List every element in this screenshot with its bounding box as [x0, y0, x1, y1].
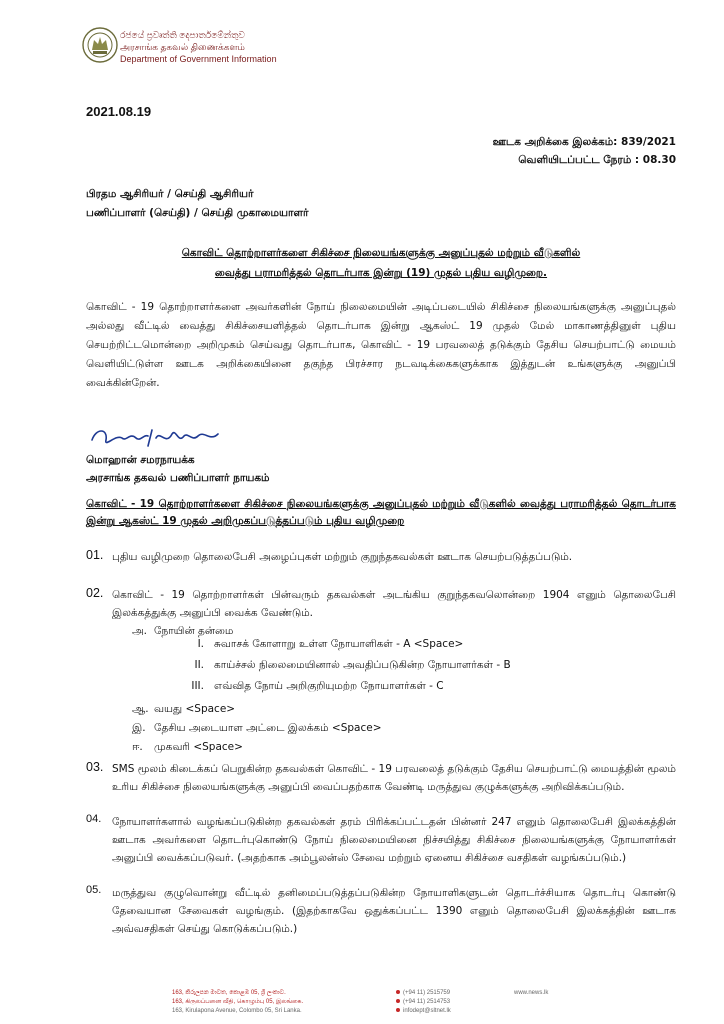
sub-item-key: இ. [132, 722, 146, 734]
sub-item-key: அ. [132, 625, 148, 637]
sub-item-text: முகவரி <Space> [154, 741, 243, 753]
sub-item [132, 703, 235, 716]
dept-name-tamil: அரசாங்க தகவல் திணைக்களம் [120, 42, 245, 52]
footer-address-english: 163, Kirulapona Avenue, Colombo 05, Sri Lanka. [172, 1008, 302, 1014]
sub-item-key: ஆ. [132, 703, 149, 715]
government-emblem-icon [82, 26, 118, 64]
footer-phone-value: (+94 11) 2515759 [403, 990, 451, 996]
item-number: 03. [86, 760, 104, 774]
list-item: நோயாளர்களால் வழங்கப்படுகின்ற தகவல்கள் தரம் பிரிக்கப்பட்டதன் பின்னர் 247 எனும் தொலைபேசி இலக்கத்தின் ஊடாக அவர்களை தொடர்புகொண்டு நோய் நிலைமையினை நிச்சயித்து சிகிச்சை நிலையங்களுக்கு நோயாளர்கள் அனுப்பி வைக்கப்படுவர். (அதற்காக அம்பூலன்ஸ் சேவை மற்றும் ஏனைய சிகிச்சை வசதிகள் வழங்கப்படும்.) [112, 816, 676, 864]
phone-icon [396, 990, 400, 994]
roman-item-text: சுவாசக் கோளாறு உள்ள நோயாளிகள் - A <Space> [214, 638, 464, 650]
addressee-line-2: பணிப்பாளர் (செய்தி) / செய்தி முகாமையாளர் [86, 207, 309, 219]
footer-fax-value: (+94 11) 2514753 [403, 999, 451, 1005]
roman-item-key: II. [194, 659, 204, 671]
sub-item [132, 722, 382, 735]
intro-paragraph: கொவிட் - 19 தொற்றாளர்களை அவர்களின் நோய் நிலைமையின் அடிப்படையில் சிகிச்சை நிலையங்களுக்கு அனுப்புதல் அல்லது வீட்டில் வைத்து சிகிச்சையளித்தல் தொடர்பாக இன்று ஆகஸ்ட் 19 முதல் மேல் மாகாணத்தினுள் புதிய செயற்றிட்டமொன்றை அறிமுகம் செய்வது தொடர்பாக, கொவிட் - 19 பரவலைத் தடுக்கும் தேசிய செயற்பாட்டு மையம் வெளியிட்டுள்ள ஊடக அறிக்கையினை தகுந்த பிரச்சார நடவடிக்கைகளுக்காக இத்துடன் உங்களுக்கு அனுப்பி வைக்கின்றேன். [86, 301, 676, 389]
sub-item [132, 741, 243, 754]
release-number: ஊடக அறிக்கை இலக்கம்: 839/2021 [492, 136, 676, 148]
sub-item-text: வயது <Space> [154, 703, 236, 715]
release-time: வெளியிடப்பட்ட நேரம் : 08.30 [518, 154, 676, 166]
item-number: 04. [86, 813, 102, 825]
item-number: 01. [86, 548, 104, 562]
dept-name-english: Department of Government Information [120, 54, 277, 64]
roman-item [178, 638, 463, 651]
section-title: கொவிட் - 19 தொற்றாளர்களை சிகிச்சை நிலையங்களுக்கு அனுப்புதல் மற்றும் வீடுகளில் வைத்து பராமரித்தல் தொடர்பாக இன்று ஆகஸ்ட் 19 முதல் அறிமுகப்படுத்தப்படும் புதிய வழிமுறை [86, 498, 676, 527]
list-item: புதிய வழிமுறை தொலைபேசி அழைப்புகள் மற்றும் குறுந்தகவல்கள் ஊடாக செயற்படுத்தப்படும். [112, 551, 573, 563]
footer-phone [396, 990, 450, 996]
signatory-name: மொஹான் சமரநாயக்க [86, 454, 195, 466]
roman-item [178, 680, 444, 693]
addressee-line-1: பிரதம ஆசிரியர் / செய்தி ஆசிரியர் [86, 188, 254, 200]
sub-item-text: நோயின் தன்மை [154, 625, 234, 637]
footer-fax [396, 999, 450, 1005]
signatory-title: அரசாங்க தகவல் பணிப்பாளர் நாயகம் [86, 472, 270, 484]
dept-name-sinhala: රජයේ ප්‍රවෘත්ති දෙපාර්තමේන්තුව [120, 30, 245, 40]
item-number: 02. [86, 586, 104, 600]
sub-item-text: தேசிய அடையாள அட்டை இலக்கம் <Space> [154, 722, 382, 734]
list-item: SMS மூலம் கிடைக்கப் பெறுகின்ற தகவல்கள் கொவிட் - 19 பரவலைத் தடுக்கும் தேசிய செயற்பாட்டு மையத்தின் மூலம் உரிய சிகிச்சை நிலையங்களுக்கு அனுப்பி வைப்பதற்காக வேண்டி மருத்துவ குழுக்களுக்கு அறிவிக்கப்படும். [112, 763, 676, 793]
fax-icon [396, 999, 400, 1003]
footer-email [396, 1008, 451, 1014]
roman-item-text: எவ்வித நோய் அறிகுறியுமற்ற நோயாளர்கள் - C [214, 680, 444, 692]
roman-item-text: காய்ச்சல் நிலைமையினால் அவதிப்படுகின்ற நோயாளர்கள் - B [214, 659, 511, 671]
email-icon [396, 1008, 400, 1012]
list-item: மருத்துவ குழுவொன்று வீட்டில் தனிமைப்படுத்தப்படுகின்ற நோயாளிகளுடன் தொடர்ச்சியாக தொடர்பு கொண்டு தேவையான சேவைகள் வழங்கும். (இதற்காகவே ஒதுக்கப்பட்ட 1390 எனும் தொலைபேசி இலக்கத்தின் ஊடாக அவ்வசதிகள் செய்து கொடுக்கப்படும்.) [112, 887, 676, 935]
document-title-line-2: வைத்து பராமரித்தல் தொடர்பாக இன்று (19) முதல் புதிய வழிமுறை. [214, 267, 548, 279]
item-number: 05. [86, 884, 102, 896]
roman-item-key: I. [197, 638, 204, 650]
document-title-line-1: கொவிட் தொற்றாளர்களை சிகிச்சை நிலையங்களுக்கு அனுப்புதல் மற்றும் வீடுகளில் [181, 247, 581, 259]
footer-email-value: infodept@sltnet.lk [403, 1008, 451, 1014]
footer-website: www.news.lk [514, 990, 549, 996]
footer-address-sinhala: 163, කිරුලපන මාවත, කොළඹ 05, ශ්‍රී ලංකාව. [172, 990, 286, 996]
sub-item-key: ஈ. [132, 741, 143, 753]
sub-item [132, 625, 233, 638]
list-item: கொவிட் - 19 தொற்றாளர்கள் பின்வரும் தகவல்கள் அடங்கிய குறுந்தகவலொன்றை 1904 எனும் தொலைபேசி இலக்கத்துக்கு அனுப்பி வைக்க வேண்டும். [112, 589, 676, 619]
roman-item-key: III. [191, 680, 204, 692]
release-date: 2021.08.19 [86, 104, 152, 119]
signature-image [86, 420, 236, 454]
footer-address-tamil: 163, கிருலப்பனை வீதி, கொழும்பு 05, இலங்கை. [172, 999, 304, 1005]
roman-item [178, 659, 511, 672]
